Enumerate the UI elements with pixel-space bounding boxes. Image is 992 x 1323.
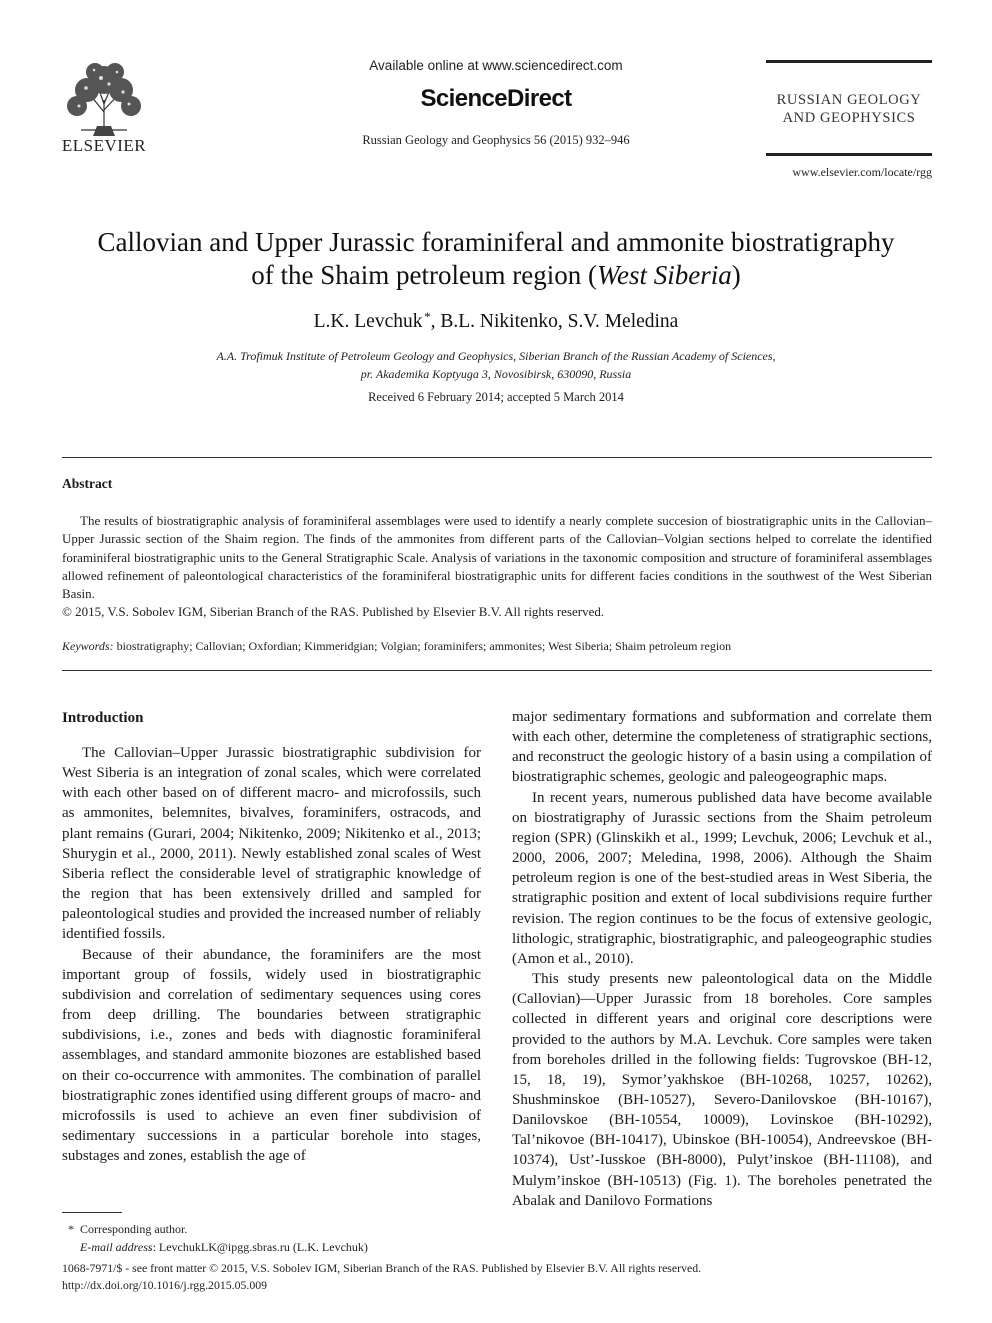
- journal-name: [766, 91, 932, 127]
- intro-paragraph-1: The Callovian–Upper Jurassic biostratigraphic subdivision for West Siberia is an integration of zonal scales, which were correlated with each other based on of different macro- and microfossils, such as ammonites, belemnites, bivalves, foraminifers, ostracods, and plant remains (Gurari, 2004; Nikitenko, 2009; Nikitenko et al., 2013; Shurygin et al., 2000, 2011). Newly established zonal scales of West Siberia reflect the considerable level of stratigraphic knowledge of the region that has been extensively drilled and sampled for paleontological studies and provided the increased number of reliably identified fossils.: [62, 745, 481, 943]
- footnote-corresponding-text: Corresponding author.: [80, 1222, 188, 1236]
- authors-rest: , B.L. Nikitenko, S.V. Meledina: [430, 311, 679, 332]
- author-list: [40, 311, 952, 333]
- sciencedirect-logo: ScienceDirect: [420, 85, 572, 112]
- title-plain: of the Shaim petroleum region (: [251, 260, 597, 290]
- journal-citation: Russian Geology and Geophysics 56 (2015) 932–946: [362, 133, 630, 147]
- elsevier-wordmark: ELSEVIER: [61, 136, 147, 155]
- journal-name-line2: AND GEOPHYSICS: [782, 110, 916, 126]
- author-1: L.K. Levchuk: [313, 311, 423, 332]
- received-dates: Received 6 February 2014; accepted 5 March 2014: [368, 390, 624, 404]
- intro-paragraph-2: Because of their abundance, the foraminifers are the most important group of fossils, widely used in biostratigraphic subdivision and correlation of sedimentary sequences using cores from deep drilling. The boundaries between stratigraphic subdivisions, i.e., zones and beds with diagnostic foraminiferal assemblages, and standard ammonite biozones are established based on their co-occurrence with ammonites. The combination of parallel biostratigraphic zones identified using different groups of macro- and microfossils is used to achieve an even finer subdivision of sedimentary successions in a particular borehole into stages, substages and zones, establish the age of: [62, 946, 481, 1165]
- affiliation: [90, 347, 902, 383]
- footer-doi: http://dx.doi.org/10.1016/j.rgg.2015.05.009: [62, 1278, 268, 1292]
- footnote: [62, 1221, 482, 1256]
- affiliation-line-1: A.A. Trofimuk Institute of Petroleum Geology and Geophysics, Siberian Branch of the Russian Academy of Sciences,: [216, 349, 776, 363]
- right-paragraph-0: major sedimentary formations and subformation and correlate them with each other, determine the completeness of stratigraphic sections, and reconstruct the geologic history of a basin using a compilation of biostratigraphic schemes, geologic and paleogeographic maps.: [512, 709, 932, 786]
- page-footer: [62, 1260, 932, 1294]
- masthead-rule-top: [766, 60, 932, 63]
- corresponding-mark: *: [424, 309, 431, 324]
- masthead-rule-bottom: [766, 153, 932, 156]
- right-paragraph-1: In recent years, numerous published data have become available on biostratigraphy of Jurassic sections from the Shaim petroleum region (SPR) (Glinskikh et al., 1999; Levchuk, 2006; Levchuk et al., 2000, 2006, 2007; Meledina, 1998, 2006). Although the Shaim petroleum region is one of the best-studied areas in West Siberia, the stratigraphic position and extent of local subdivisions require further revision. The region continues to be the focus of extensive geologic, lithologic, stratigraphic, biostratigraphic, and paleogeographic studies (Amon et al., 2010).: [512, 789, 932, 967]
- title-line-1: Callovian and Upper Jurassic foraminiferal and ammonite biostratigraphy: [97, 227, 895, 257]
- email-label: E-mail address: [80, 1239, 153, 1254]
- elsevier-logo: [58, 60, 150, 160]
- journal-name-line1: RUSSIAN GEOLOGY: [776, 92, 922, 108]
- affiliation-line-2: pr. Akademika Koptyuga 3, Novosibirsk, 630090, Russia: [360, 367, 632, 381]
- available-online: Available online at www.sciencedirect.com: [369, 58, 623, 73]
- left-column: [62, 708, 481, 1166]
- keywords: [62, 639, 932, 654]
- footer-issn: 1068-7971/$ - see front matter © 2015, V.S. Sobolev IGM, Siberian Branch of the RAS. Published by Elsevier B.V. All rights reserved.: [62, 1261, 702, 1275]
- elsevier-tree-icon: [61, 60, 147, 138]
- email-value: : LevchukLK@ipgg.sbras.ru (L.K. Levchuk): [152, 1239, 368, 1254]
- intro-heading: Introduction: [62, 710, 144, 726]
- abstract-text: The results of biostratigraphic analysis of foraminiferal assemblages were used to identify a nearly complete succesion of biostratigraphic units in the Callovian–Upper Jurassic section of the Shaim region. The finds of the ammonites from different parts of the Callovian–Volgian sections helped to correlate the identified foraminiferal biostratigraphic units to the General Stratigraphic Scale. Analysis of variations in the taxonomic composition and structure of foraminiferal assemblages allowed refinement of paleontological characteristics of the foraminiferal biostratigraphic units for different facies conditions in the southwest of the West Siberian Basin.: [62, 513, 932, 602]
- journal-url: www.elsevier.com/locate/rgg: [792, 165, 932, 179]
- divider-top: [62, 457, 932, 458]
- article-title: [40, 226, 952, 292]
- title-end: ): [731, 260, 741, 290]
- right-paragraph-2: This study presents new paleontological data on the Middle (Callovian)—Upper Jurassic from 18 boreholes. Core samples collected in different years and original core descriptions were provided to the authors by M.A. Levchuk. Core samples were taken from boreholes drilled in the following fields: Tugrovskoe (BH-12, 15, 18, 19), Symor’yakhskoe (BH-10268, 10257, 10262), Shushminskoe (BH-10527), Severo-Danilovskoe (BH-10167), Danilovskoe (BH-10554, 10009), Lovinskoe (BH-10292), Tal’nikovoe (BH-10417), Ubinskoe (BH-10054), Andreevskoe (BH-10374), Ust’-Iusskoe (BH-8000), Pulyt’inskoe (BH-11108), and Mulym’inskoe (BH-10513) (Fig. 1). The boreholes penetrated the Abalak and Danilovo Formations: [512, 971, 932, 1209]
- abstract-body: [62, 512, 932, 622]
- right-column: [512, 707, 932, 1211]
- footnote-email: [62, 1239, 482, 1257]
- footnote-corresponding: [62, 1221, 482, 1239]
- keywords-label: Keywords:: [62, 639, 114, 653]
- keywords-list: biostratigraphy; Callovian; Oxfordian; Kimmeridgian; Volgian; foraminifers; ammonites; West Siberia; Shaim petroleum region: [113, 639, 732, 653]
- title-line-2: [40, 259, 952, 292]
- journal-masthead: [766, 60, 932, 180]
- center-header: [300, 58, 692, 148]
- footnote-rule: [62, 1212, 122, 1213]
- divider-bottom: [62, 670, 932, 671]
- title-italic: West Siberia: [596, 260, 732, 290]
- abstract-copyright: © 2015, V.S. Sobolev IGM, Siberian Branch of the RAS. Published by Elsevier B.V. All rights reserved.: [62, 604, 605, 620]
- footnote-mark: *: [68, 1222, 74, 1236]
- abstract-heading: Abstract: [62, 476, 113, 491]
